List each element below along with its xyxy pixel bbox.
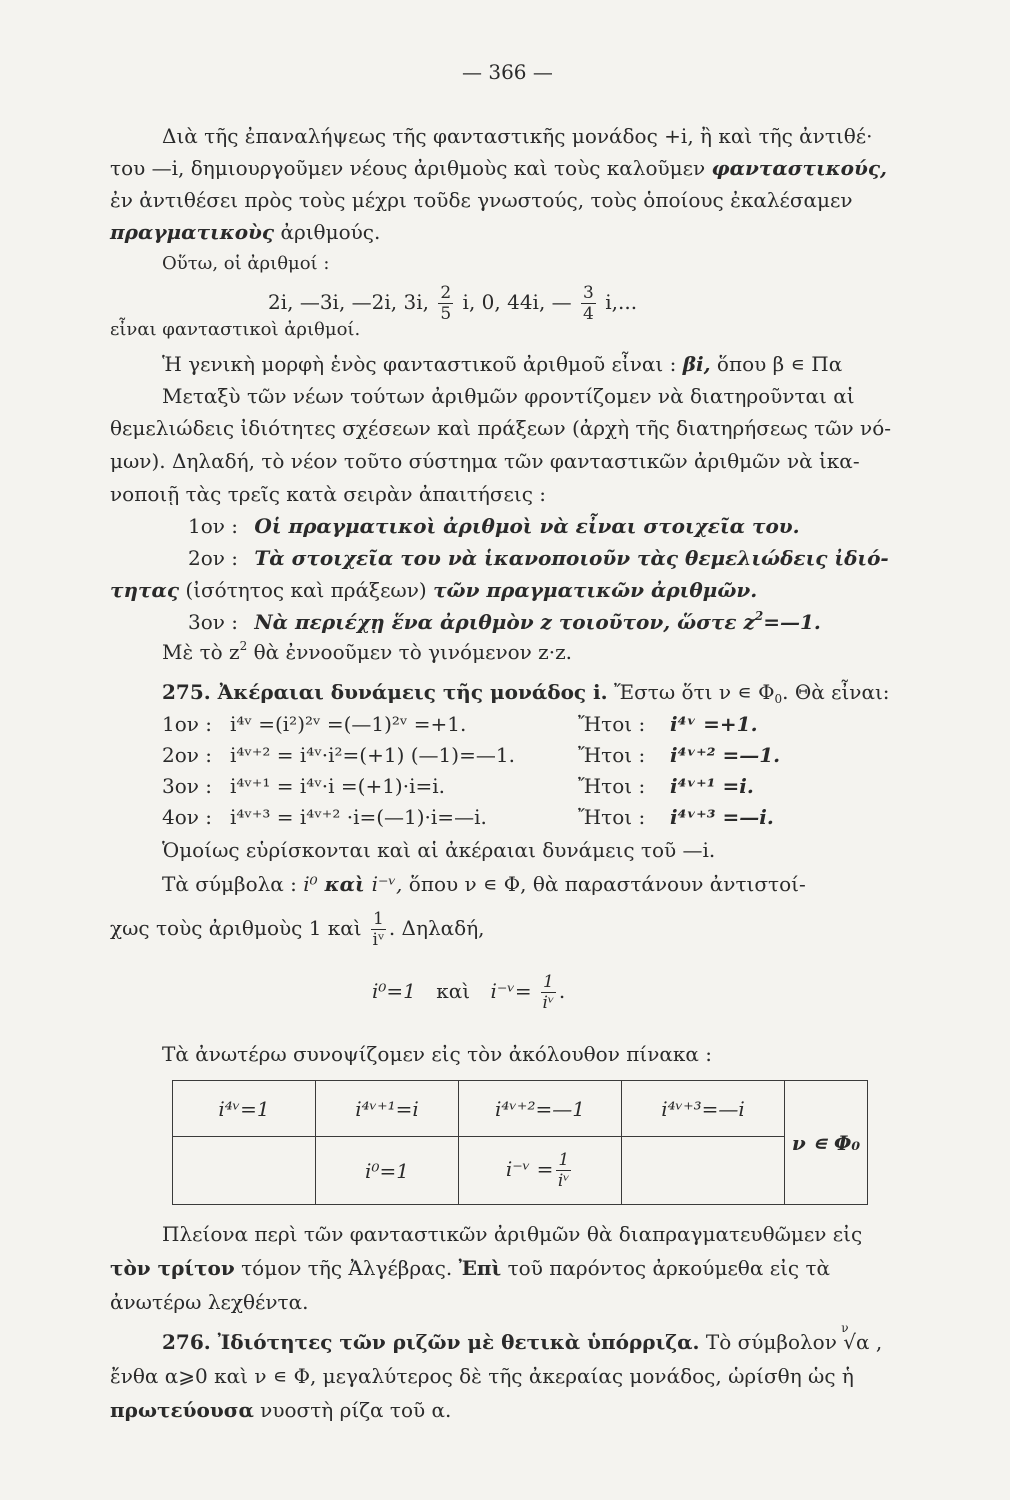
paragraph-line: Διὰ τῆς ἐπαναλήψεως τῆς φανταστικῆς μονάδος +i, ἢ καὶ τῆς ἀντιθέ·: [162, 124, 873, 148]
paragraph-line: [110, 156, 887, 180]
row-etoi: Ἤτοι :: [578, 805, 646, 829]
emphasis: τῶν πραγματικῶν ἀριθμῶν.: [433, 578, 758, 602]
math: i⁰: [303, 872, 318, 896]
fraction: [541, 972, 556, 1013]
text: (ἰσότητος καὶ πράξεων): [179, 578, 434, 602]
powers-table: [172, 1080, 868, 1205]
text: θὰ ἐννοοῦμεν τὸ γινόμενον z·z.: [247, 640, 572, 664]
denominator: iᵛ: [557, 1171, 570, 1191]
paragraph-line: [110, 220, 380, 244]
equation: [372, 966, 565, 1016]
table-cell: [173, 1137, 316, 1205]
denominator: 5: [440, 304, 452, 324]
text: Ἡ γενικὴ μορφὴ ἑνὸς φανταστικοῦ ἀριθμοῦ εἶναι :: [162, 352, 683, 376]
denominator: 4: [583, 304, 594, 324]
power-row: [162, 805, 774, 829]
table-cell: [622, 1137, 785, 1205]
requirement-3: [188, 610, 821, 634]
requirement-label: 2ον :: [188, 546, 239, 570]
row-label: 3ον :: [162, 774, 213, 798]
math: i⁻ᵛ =: [505, 1157, 554, 1181]
emphasis: Ἐπὶ: [458, 1256, 502, 1280]
text: . Θὰ εἶναι:: [782, 680, 890, 704]
paragraph-line: ἔνθα α⩾0 καὶ ν ∊ Φ, μεγαλύτερος δὲ τῆς ἀκεραίας μονάδος, ὡρίσθη ὡς ἡ: [110, 1364, 854, 1388]
emphasis: τὸν τρίτον: [110, 1256, 235, 1280]
text: Τὸ σύμβολον: [699, 1330, 844, 1354]
table-cell: i⁰=1: [316, 1137, 459, 1205]
paragraph-line: μων). Δηλαδή, τὸ νέον τοῦτο σύστημα τῶν φανταστικῶν ἀριθμῶν νὰ ἱκα-: [110, 449, 860, 473]
emphasis: βi,: [682, 352, 711, 376]
subscript: 0: [774, 692, 783, 706]
text: νυοστὴ ρίζα τοῦ α.: [253, 1398, 452, 1422]
requirement-1: [188, 514, 800, 538]
row-expression: i⁴ᵛ =(i²)²ᵛ =(—1)²ᵛ =+1.: [230, 712, 467, 736]
text: ἀριθμούς.: [274, 220, 381, 244]
row-result: i⁴ᵛ⁺² =—1.: [670, 743, 781, 767]
paragraph-line: Ὁμοίως εὑρίσκονται καὶ αἱ ἀκέραιαι δυνάμεις τοῦ —i.: [162, 838, 716, 862]
row-result: i⁴ᵛ =+1.: [670, 712, 758, 736]
section-number: 275.: [162, 680, 211, 704]
text: Τὰ σύμβολα :: [162, 872, 304, 896]
text: του —i, δημιουργοῦμεν νέους ἀριθμοὺς καὶ τοὺς καλοῦμεν: [110, 156, 712, 180]
emphasis: καὶ: [317, 872, 372, 896]
fraction: [438, 283, 453, 324]
fraction: [581, 283, 596, 324]
numerator: 3: [583, 283, 594, 303]
paragraph-line: Οὕτω, οἱ ἀριθμοί :: [162, 253, 330, 274]
row-etoi: Ἤτοι :: [578, 743, 646, 767]
paragraph-line: [162, 640, 572, 664]
text: χως τοὺς ἀριθμοὺς 1 καὶ: [110, 916, 362, 940]
requirement-label: 1ον :: [188, 514, 239, 538]
table-cell: [459, 1137, 622, 1205]
row-result: i⁴ᵛ⁺¹ =i.: [670, 774, 754, 798]
paragraph-line: ἀνωτέρω λεχθέντα.: [110, 1290, 309, 1314]
text: Νὰ περιέχῃ ἕνα ἀριθμὸν z τοιοῦτον, ὥστε z: [254, 610, 755, 634]
math: √α: [843, 1330, 870, 1354]
table-cell: i⁴ᵛ⁺³=—i: [622, 1081, 785, 1137]
superscript: 2: [754, 609, 764, 623]
text: .: [558, 979, 566, 1003]
row-expression: i⁴ᵛ⁺³ = i⁴ᵛ⁺² ·i=(—1)·i=—i.: [230, 805, 487, 829]
page-number: — 366 —: [462, 60, 553, 84]
row-label: 2ον :: [162, 743, 213, 767]
table-cell: i⁴ᵛ=1: [173, 1081, 316, 1137]
power-row: [162, 743, 780, 767]
math: i⁻ᵛ,: [371, 872, 403, 896]
section-number: 276.: [162, 1330, 211, 1354]
paragraph-line: [162, 872, 806, 896]
requirement-text: Οἱ πραγματικοὶ ἀριθμοὶ νὰ εἶναι στοιχεῖα του.: [254, 514, 800, 538]
paragraph-line: ἐν ἀντιθέσει πρὸς τοὺς μέχρι τοῦδε γνωστούς, τοὺς ὁποίους ἐκαλέσαμεν: [110, 188, 853, 212]
section-title: Ἰδιότητες τῶν ριζῶν μὲ θετικὰ ὑπόρριζα.: [210, 1330, 700, 1354]
power-row: [162, 774, 754, 798]
denominator: iᵛ: [372, 930, 385, 950]
paragraph-line: θεμελιώδεις ἰδιότητες σχέσεων καὶ πράξεων (ἀρχὴ τῆς διατηρήσεως τῶν νό-: [110, 416, 892, 440]
numerator: 1: [543, 972, 554, 992]
fraction: [556, 1150, 571, 1191]
paragraph-line: Τὰ ἀνωτέρω συνοψίζομεν εἰς τὸν ἀκόλουθον πίνακα :: [162, 1042, 712, 1066]
text: Ἔστω ὅτι ν ∊ Φ: [607, 680, 775, 704]
row-etoi: Ἤτοι :: [578, 774, 646, 798]
row-expression: i⁴ᵛ⁺¹ = i⁴ᵛ·i =(+1)·i=i.: [230, 774, 445, 798]
text: . Δηλαδή,: [388, 916, 485, 940]
text: καὶ: [436, 979, 471, 1003]
math: i⁰=1: [372, 979, 416, 1003]
numerator: 1: [558, 1150, 570, 1170]
requirement-2: [188, 546, 889, 570]
numerator: 2: [440, 283, 452, 303]
paragraph-line: [110, 1398, 451, 1422]
fraction: [371, 909, 386, 950]
section-276-heading: [162, 1321, 883, 1354]
text: τοῦ παρόντος ἀρκούμεθα εἰς τὰ: [501, 1256, 831, 1280]
table-cell-side: ν ∊ Φ₀: [785, 1081, 868, 1205]
paragraph-line: [110, 904, 485, 952]
math: i⁻ᵛ=: [490, 979, 532, 1003]
root-index: ν: [841, 1321, 849, 1335]
paragraph-line: Μεταξὺ τῶν νέων τούτων ἀριθμῶν φροντίζομεν νὰ διατηροῦνται αἱ: [162, 384, 855, 408]
requirement-2-cont: [110, 578, 757, 602]
paragraph-line: [110, 1256, 830, 1280]
text: Μὲ τὸ z: [162, 640, 240, 664]
emphasis: τητας: [110, 578, 180, 602]
text: ,: [869, 1330, 883, 1354]
table-row: [173, 1081, 868, 1137]
numerator: 1: [373, 909, 384, 929]
table-cell: i⁴ᵛ⁺¹=i: [316, 1081, 459, 1137]
text: =—1.: [763, 610, 821, 634]
paragraph-line: νοποιῇ τὰς τρεῖς κατὰ σειρὰν ἀπαιτήσεις :: [110, 482, 547, 506]
row-etoi: Ἤτοι :: [578, 712, 646, 736]
emphasis: πρωτεύουσα: [110, 1398, 254, 1422]
superscript: 2: [239, 639, 248, 653]
requirement-label: 3ον :: [188, 610, 239, 634]
text: 2i, —3i, —2i, 3i,: [268, 290, 429, 314]
table-cell: i⁴ᵛ⁺²=—1: [459, 1081, 622, 1137]
text: τόμον τῆς Ἀλγέβρας.: [234, 1256, 459, 1280]
text: i, 0, 44i, —: [462, 290, 572, 314]
power-row: [162, 712, 758, 736]
row-expression: i⁴ᵛ⁺² = i⁴ᵛ·i²=(+1) (—1)=—1.: [230, 743, 515, 767]
root-expression: [841, 1321, 870, 1354]
paragraph-line: εἶναι φανταστικοὶ ἀριθμοί.: [110, 319, 361, 340]
paragraph-line: Πλείονα περὶ τῶν φανταστικῶν ἀριθμῶν θὰ διαπραγματευθῶμεν εἰς: [162, 1222, 863, 1246]
text: ὅπου ν ∊ Φ, θὰ παραστάνουν ἀντιστοί-: [402, 872, 806, 896]
row-label: 1ον :: [162, 712, 213, 736]
row-label: 4ον :: [162, 805, 213, 829]
paragraph-line: [162, 352, 842, 376]
text: ὅπου β ∊ Πα: [710, 352, 843, 376]
section-275-heading: [162, 680, 890, 704]
text: i,...: [605, 290, 638, 314]
requirement-text: [254, 610, 820, 634]
table-row: [173, 1137, 868, 1205]
emphasis: πραγματικοὺς: [110, 220, 275, 244]
row-result: i⁴ᵛ⁺³ =—i.: [670, 805, 774, 829]
requirement-text: Τὰ στοιχεῖα του νὰ ἱκανοποιοῦν τὰς θεμελιώδεις ἰδιό-: [254, 546, 889, 570]
section-title: Ἀκέραιαι δυνάμεις τῆς μονάδος i.: [210, 680, 608, 704]
emphasis: φανταστικούς,: [711, 156, 887, 180]
denominator: iᵛ: [542, 993, 555, 1013]
